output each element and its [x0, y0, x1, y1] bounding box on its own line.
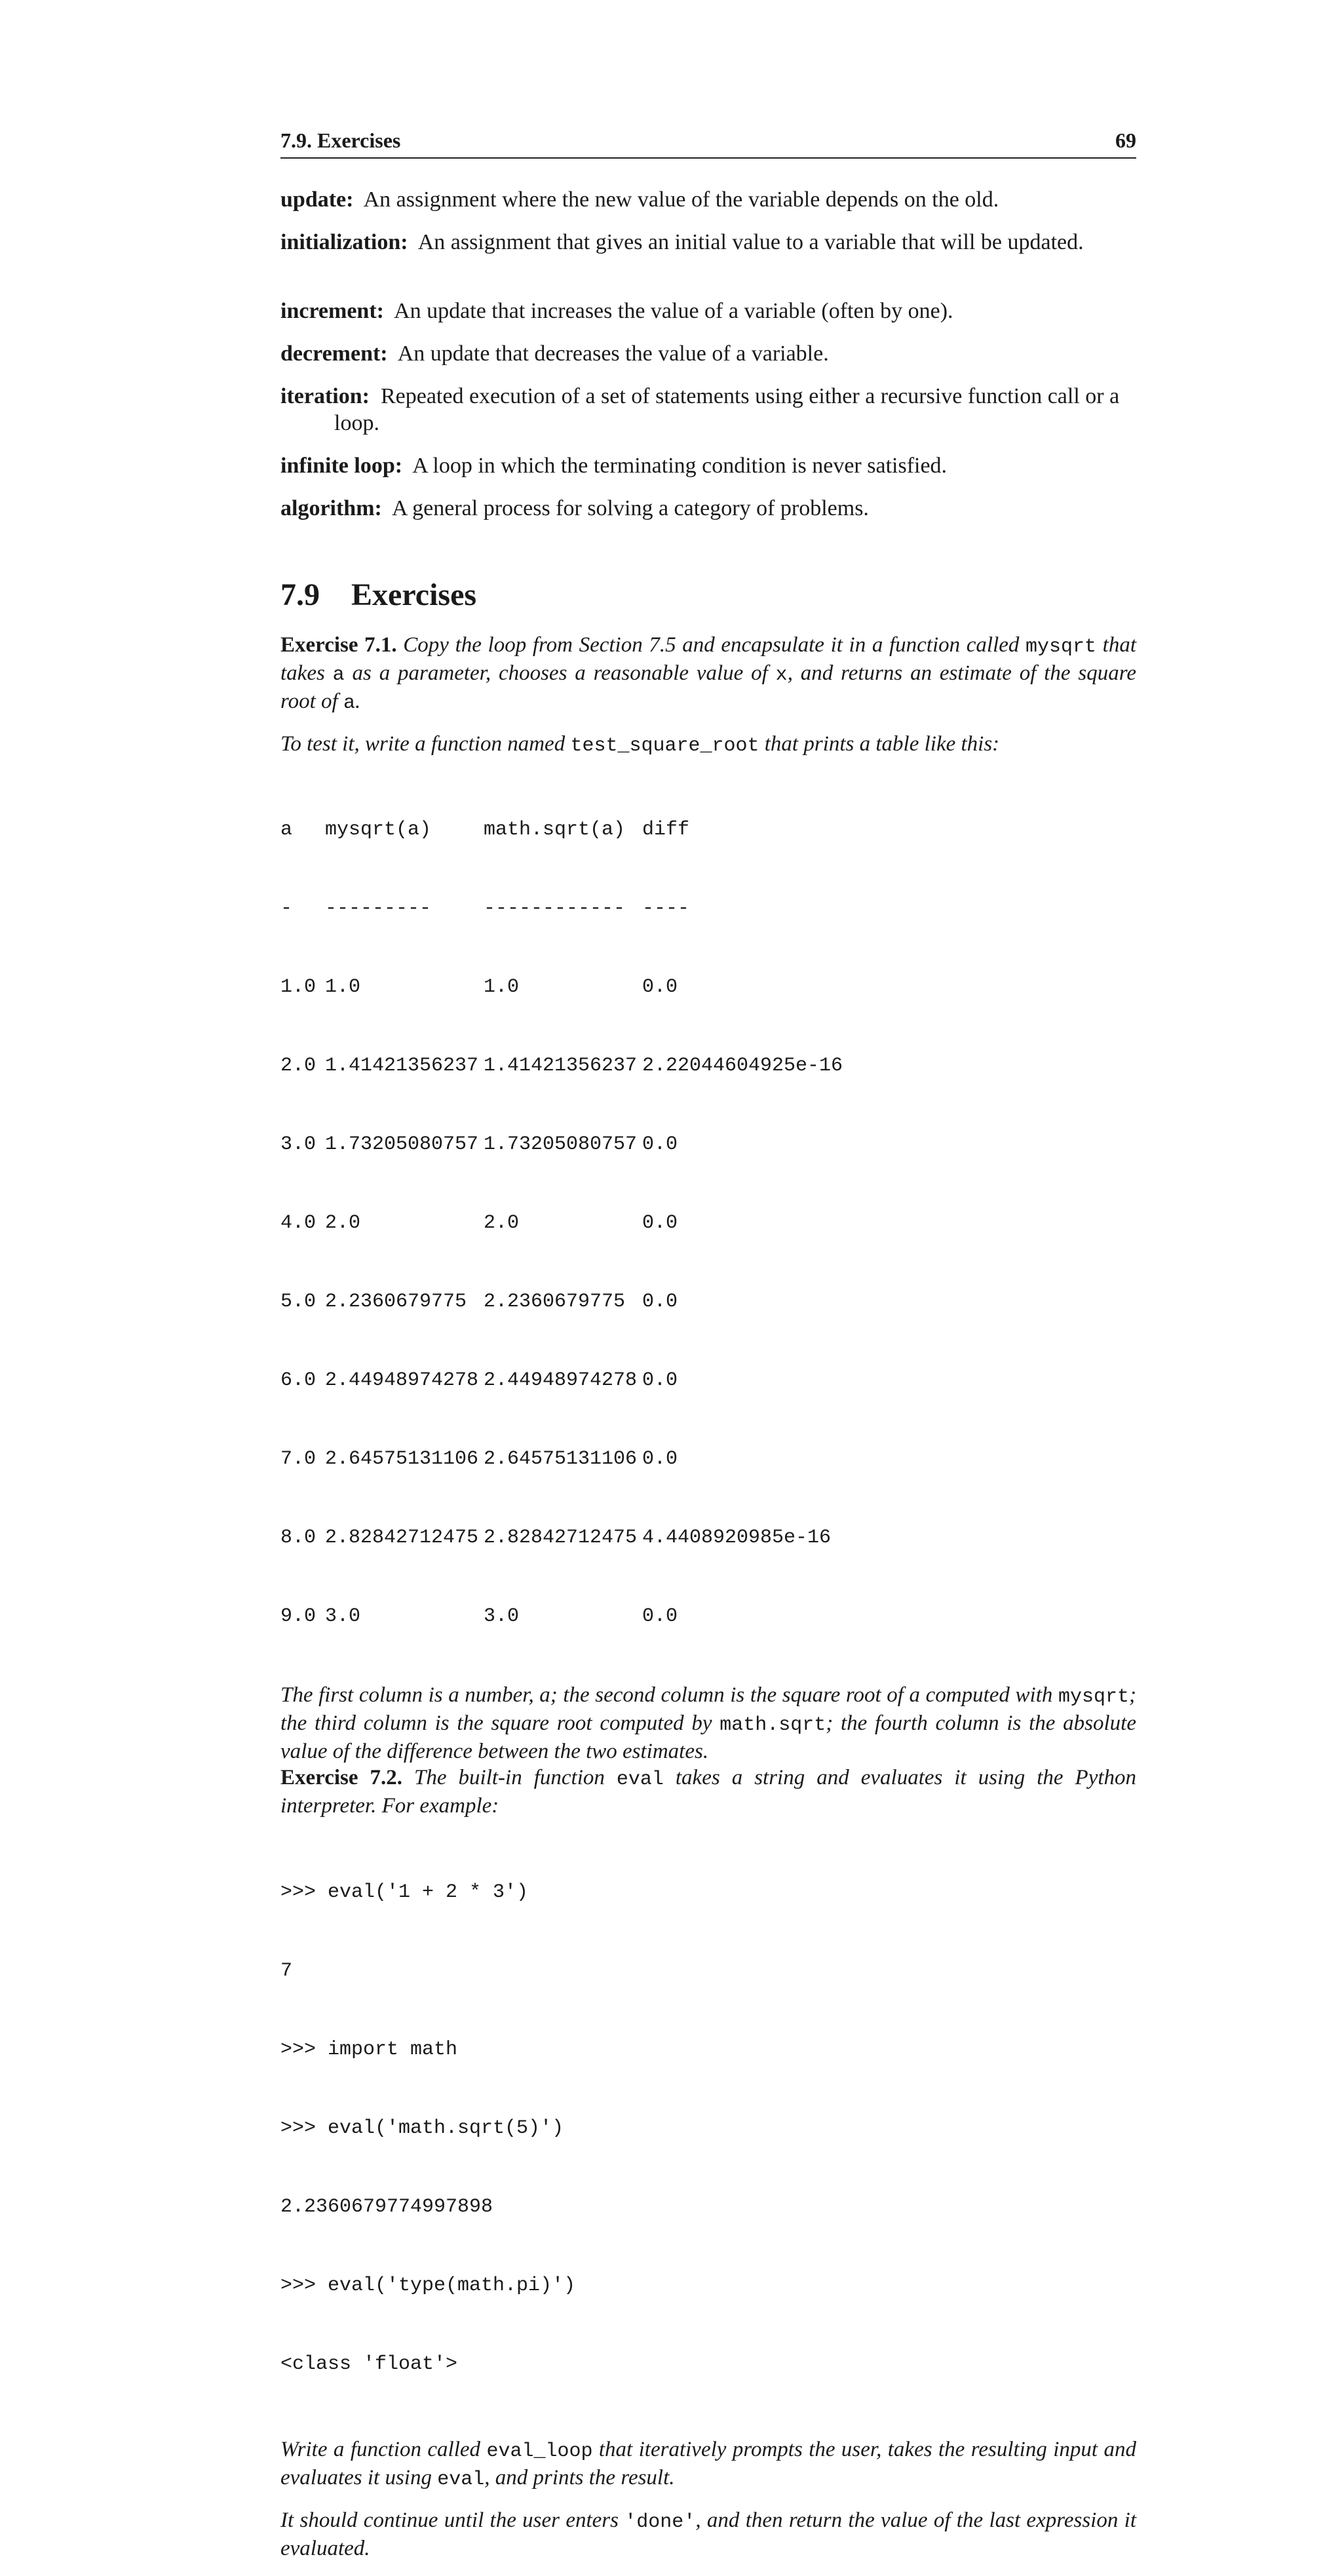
table-cell: 0.0	[642, 1369, 678, 1392]
text-run: , and prints the result.	[484, 2466, 675, 2489]
table-cell: 0.0	[642, 976, 678, 998]
glossary-entry-update	[280, 186, 1136, 213]
table-cell: 3.0	[484, 1605, 520, 1628]
book-page	[280, 0, 1137, 2560]
table-cell: 2.0	[280, 1055, 316, 1077]
inline-code: eval	[437, 2469, 485, 2491]
table-row	[280, 1525, 1136, 1551]
exercise-7-2-intro	[280, 1765, 1136, 1819]
table-cell: 2.64575131106	[325, 1448, 479, 1470]
table-cell: 1.0	[325, 976, 361, 998]
inline-code: eval	[616, 1768, 664, 1791]
running-head	[280, 128, 1136, 159]
exercise-7-1-test-intro	[280, 731, 1136, 759]
text-run: ; the fourth column is the absolute value of the difference between the two estimates.	[280, 1711, 1136, 1763]
text-run: as a parameter, chooses a reasonable value of	[344, 661, 776, 685]
table-cell: 2.44948974278	[484, 1369, 638, 1392]
text-run: takes a string and evaluates it using the Python interpreter. For example:	[280, 1766, 1137, 1818]
table-cell: 2.64575131106	[484, 1448, 638, 1470]
table-cell: 2.2360679775	[484, 1291, 626, 1313]
glossary-definition: An update that increases the value of a variable (often by one).	[394, 299, 953, 323]
table-cell: 6.0	[280, 1369, 316, 1392]
glossary-entry-iteration	[280, 383, 1136, 437]
code-line: >>> import math	[280, 2039, 458, 2061]
glossary-term: decrement:	[280, 342, 388, 366]
code-line: 7	[280, 1960, 293, 1982]
section-title: Exercises	[351, 577, 477, 612]
table-cell: 3.0	[280, 1133, 316, 1156]
page-number: 69	[1115, 128, 1136, 152]
table-row	[280, 1446, 1136, 1472]
glossary-definition: An assignment where the new value of the variable depends on the old.	[363, 187, 999, 212]
table-row	[280, 1131, 1136, 1158]
table-header-cell: mysqrt(a)	[325, 819, 432, 841]
table-cell: 0.0	[642, 1291, 678, 1313]
glossary-term: infinite loop:	[280, 454, 403, 478]
table-header-row	[280, 817, 1136, 843]
table-cell: 2.44948974278	[325, 1369, 479, 1392]
text-run: .	[355, 690, 361, 713]
glossary-term: initialization:	[280, 230, 408, 254]
inline-code: mysqrt	[1026, 636, 1097, 658]
running-head-title: 7.9. Exercises	[280, 128, 401, 152]
table-cell: 4.4408920985e-16	[642, 1527, 832, 1549]
text-run: , and returns an estimate of the square root of	[280, 661, 1136, 713]
eval-example-code	[280, 1827, 1136, 2430]
table-cell: 3.0	[325, 1605, 361, 1628]
glossary-gap	[280, 271, 1136, 298]
exercise-7-1-explanation	[280, 1682, 1136, 1765]
code-line: >>> eval('math.sqrt(5)')	[280, 2117, 564, 2139]
table-cell: 1.0	[280, 976, 316, 998]
table-cell: 1.0	[484, 976, 520, 998]
text-run: , and then return the value of the last expression it evaluated.	[280, 2508, 1136, 2560]
table-cell: 7.0	[280, 1448, 316, 1470]
text-run: Write a function called	[280, 2438, 487, 2461]
code-line: >>> eval('type(math.pi)')	[280, 2274, 576, 2297]
table-cell: 1.73205080757	[325, 1133, 479, 1156]
table-header-cell: a	[280, 819, 293, 841]
table-cell: 2.82842712475	[325, 1527, 479, 1549]
table-cell: 2.22044604925e-16	[642, 1055, 843, 1077]
glossary-entry-infinite-loop	[280, 452, 1136, 479]
table-cell: 2.0	[484, 1212, 520, 1234]
text-run: Copy the loop from Section 7.5 and encapsulate it in a function called	[403, 633, 1026, 657]
code-line: >>> eval('1 + 2 * 3')	[280, 1881, 529, 1903]
glossary-definition: An update that decreases the value of a variable.	[397, 342, 829, 366]
exercise-label: Exercise 7.2.	[280, 1766, 403, 1789]
table-row	[280, 1210, 1136, 1236]
text-run: The built-in function	[414, 1766, 617, 1789]
table-cell: 2.0	[325, 1212, 361, 1234]
inline-code: a	[343, 692, 355, 714]
table-cell: 9.0	[280, 1605, 316, 1628]
exercise-label: Exercise 7.1.	[280, 633, 397, 657]
glossary-entry-algorithm	[280, 495, 1136, 522]
inline-code: x	[775, 664, 788, 686]
section-heading	[280, 577, 476, 613]
glossary-definition: A loop in which the terminating condition is never satisfied.	[412, 454, 948, 478]
text-run: To test it, write a function named	[280, 732, 571, 756]
glossary-term: algorithm:	[280, 496, 382, 520]
exercise-7-2-continue	[280, 2507, 1136, 2562]
section-number: 7.9	[280, 577, 320, 612]
table-header-cell: diff	[642, 819, 690, 841]
inline-code: mysqrt	[1058, 1686, 1129, 1708]
table-row	[280, 1053, 1136, 1079]
sqrt-table	[280, 764, 1136, 1682]
exercises-body	[280, 632, 1136, 2576]
table-cell: 0.0	[642, 1605, 678, 1628]
table-cell: 0.0	[642, 1212, 678, 1234]
table-rule-cell: ---------	[325, 897, 432, 920]
table-cell: 0.0	[642, 1448, 678, 1470]
exercise-7-1-intro	[280, 632, 1136, 716]
table-rule-cell: -	[280, 897, 293, 920]
text-run: It should continue until the user enters	[280, 2508, 625, 2532]
inline-code: eval_loop	[486, 2440, 593, 2463]
code-line: <class 'float'>	[280, 2353, 458, 2375]
text-run: that prints a table like this:	[759, 732, 1000, 756]
table-row	[280, 1603, 1136, 1630]
table-cell: 1.41421356237	[325, 1055, 479, 1077]
glossary-entry-increment	[280, 298, 1136, 324]
glossary-entry-decrement	[280, 340, 1136, 367]
code-line: 2.2360679774997898	[280, 2196, 493, 2218]
table-header-cell: math.sqrt(a)	[484, 819, 626, 841]
table-rule-row	[280, 895, 1136, 922]
table-cell: 2.2360679775	[325, 1291, 467, 1313]
glossary-term: increment:	[280, 299, 384, 323]
table-row	[280, 1367, 1136, 1394]
table-rule-cell: ----	[642, 897, 690, 920]
text-run: that iteratively prompts the user, takes the resulting input and evaluates it using	[280, 2438, 1136, 2489]
glossary-entry-initialization	[280, 229, 1136, 256]
glossary-definition: Repeated execution of a set of statements using either a recursive function call or a loop.	[334, 384, 1120, 435]
glossary-definition: An assignment that gives an initial value to a variable that will be updated.	[417, 230, 1084, 254]
table-cell: 0.0	[642, 1133, 678, 1156]
text-run: ; the third column is the square root computed by	[280, 1683, 1136, 1735]
table-row	[280, 974, 1136, 1000]
glossary-term: iteration:	[280, 384, 370, 408]
table-cell: 2.82842712475	[484, 1527, 638, 1549]
inline-code: math.sqrt	[719, 1714, 826, 1736]
table-cell: 1.73205080757	[484, 1133, 638, 1156]
exercise-7-2-task	[280, 2436, 1136, 2493]
table-cell: 8.0	[280, 1527, 316, 1549]
table-cell: 5.0	[280, 1291, 316, 1313]
glossary-definition: A general process for solving a category of problems.	[391, 496, 869, 520]
table-cell: 1.41421356237	[484, 1055, 638, 1077]
text-run: that takes	[280, 633, 1137, 685]
inline-code: test_square_root	[570, 735, 759, 757]
inline-code: 'done'	[624, 2511, 696, 2533]
glossary	[280, 186, 1136, 537]
glossary-term: update:	[280, 187, 354, 212]
table-cell: 4.0	[280, 1212, 316, 1234]
text-run: The first column is a number, a; the second column is the square root of a computed with	[280, 1683, 1058, 1707]
inline-code: a	[332, 664, 345, 686]
table-rule-cell: ------------	[484, 897, 626, 920]
table-row	[280, 1289, 1136, 1315]
